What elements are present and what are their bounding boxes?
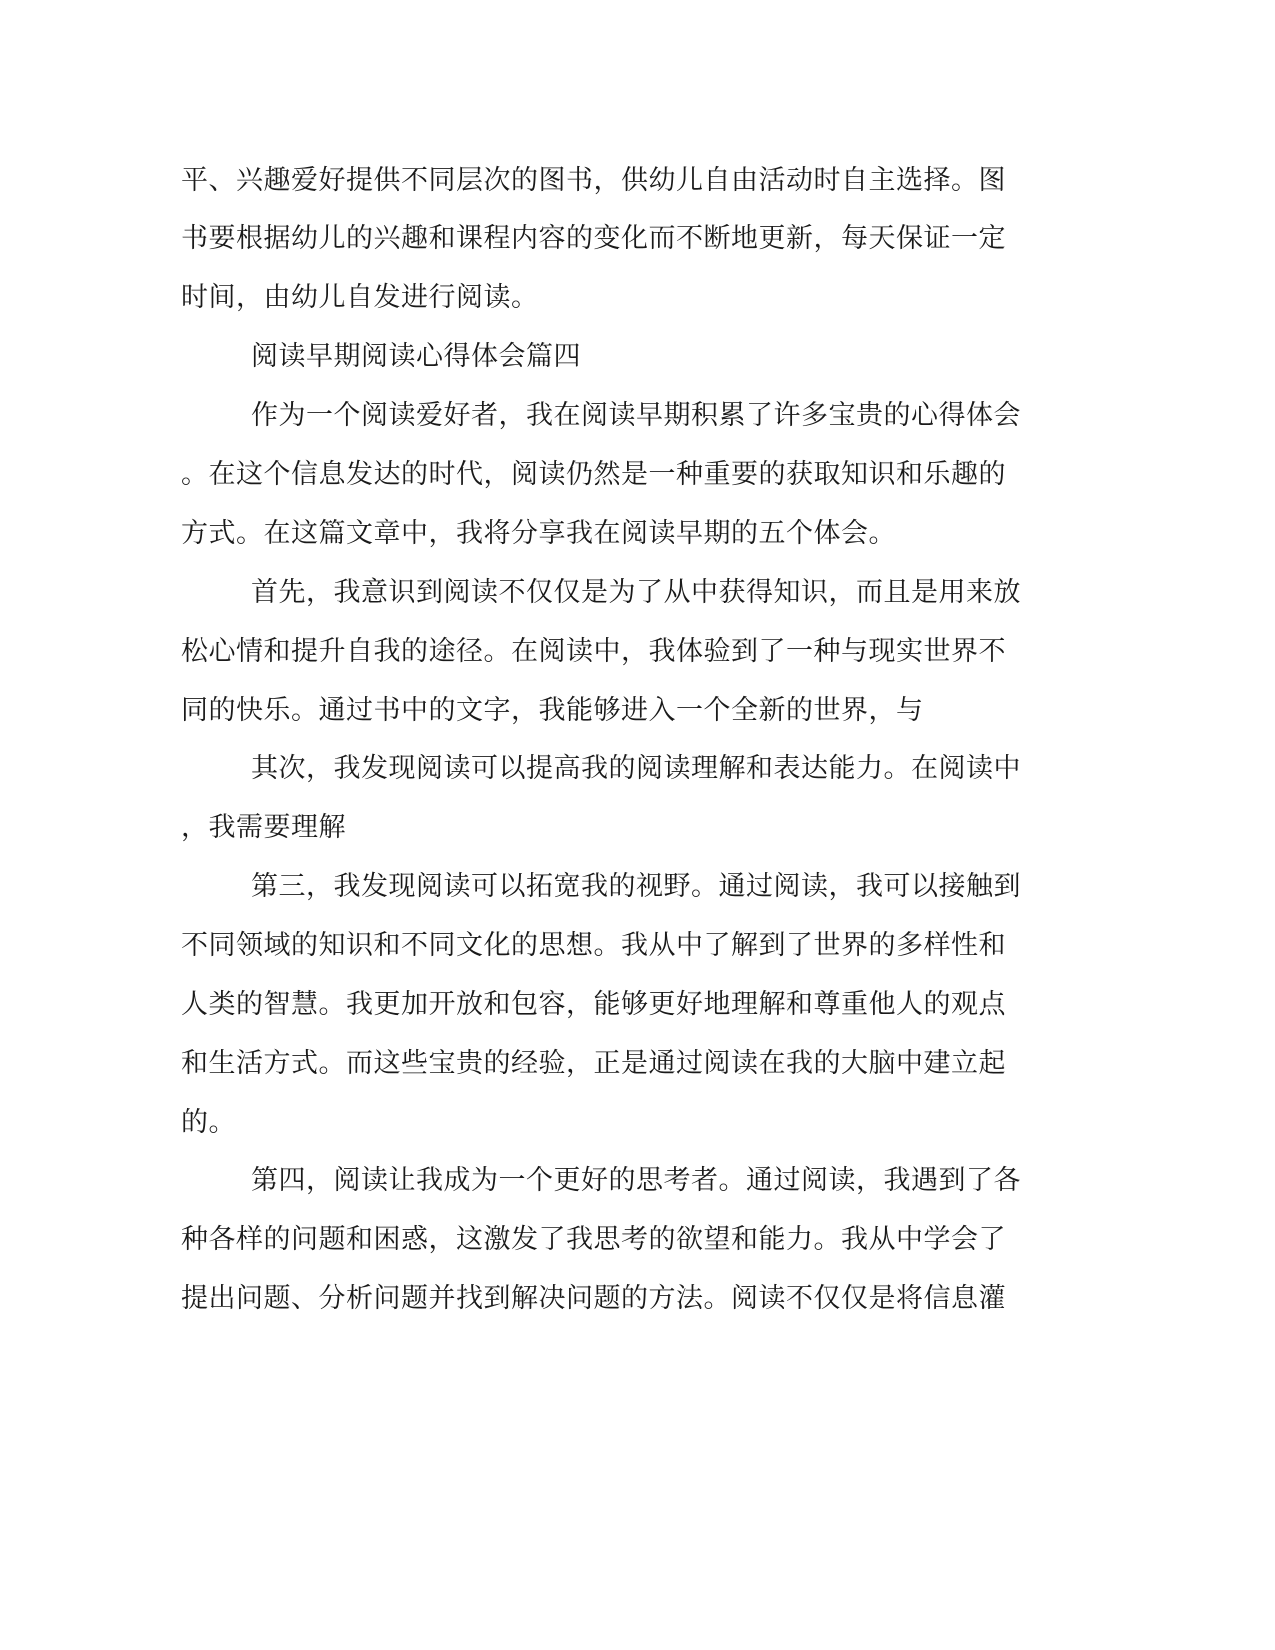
text-line: 第四，阅读让我成为一个更好的思考者。通过阅读，我遇到了各 <box>251 1165 1021 1196</box>
text-line: 其次，我发现阅读可以提高我的阅读理解和表达能力。在阅读中 <box>251 753 1021 784</box>
section-heading: 阅读早期阅读心得体会篇四 <box>251 341 581 372</box>
text-line: 和生活方式。而这些宝贵的经验，正是通过阅读在我的大脑中建立起 <box>181 1048 1006 1079</box>
text-line: 作为一个阅读爱好者，我在阅读早期积累了许多宝贵的心得体会 <box>251 400 1021 431</box>
text-line: 松心情和提升自我的途径。在阅读中，我体验到了一种与现实世界不 <box>181 636 1006 667</box>
text-line: 不同领域的知识和不同文化的思想。我从中了解到了世界的多样性和 <box>181 930 1006 961</box>
text-line: 平、兴趣爱好提供不同层次的图书，供幼儿自由活动时自主选择。图 <box>181 165 1006 196</box>
text-line: 同的快乐。通过书中的文字，我能够进入一个全新的世界，与 <box>181 695 924 726</box>
text-line: 方式。在这篇文章中，我将分享我在阅读早期的五个体会。 <box>181 518 896 549</box>
text-line: 首先，我意识到阅读不仅仅是为了从中获得知识，而且是用来放 <box>251 577 1021 608</box>
text-line: 的。 <box>181 1107 236 1138</box>
text-line: 人类的智慧。我更加开放和包容，能够更好地理解和尊重他人的观点 <box>181 989 1006 1020</box>
text-line: 时间，由幼儿自发进行阅读。 <box>181 282 539 313</box>
text-line: 种各样的问题和困惑，这激发了我思考的欲望和能力。我从中学会了 <box>181 1224 1006 1255</box>
text-line: 。在这个信息发达的时代，阅读仍然是一种重要的获取知识和乐趣的 <box>181 459 1006 490</box>
text-line: 书要根据幼儿的兴趣和课程内容的变化而不断地更新，每天保证一定 <box>181 223 1006 254</box>
text-line: 提出问题、分析问题并找到解决问题的方法。阅读不仅仅是将信息灌 <box>181 1283 1006 1314</box>
text-line: ，我需要理解 <box>181 812 346 843</box>
text-line: 第三，我发现阅读可以拓宽我的视野。通过阅读，我可以接触到 <box>251 871 1021 902</box>
